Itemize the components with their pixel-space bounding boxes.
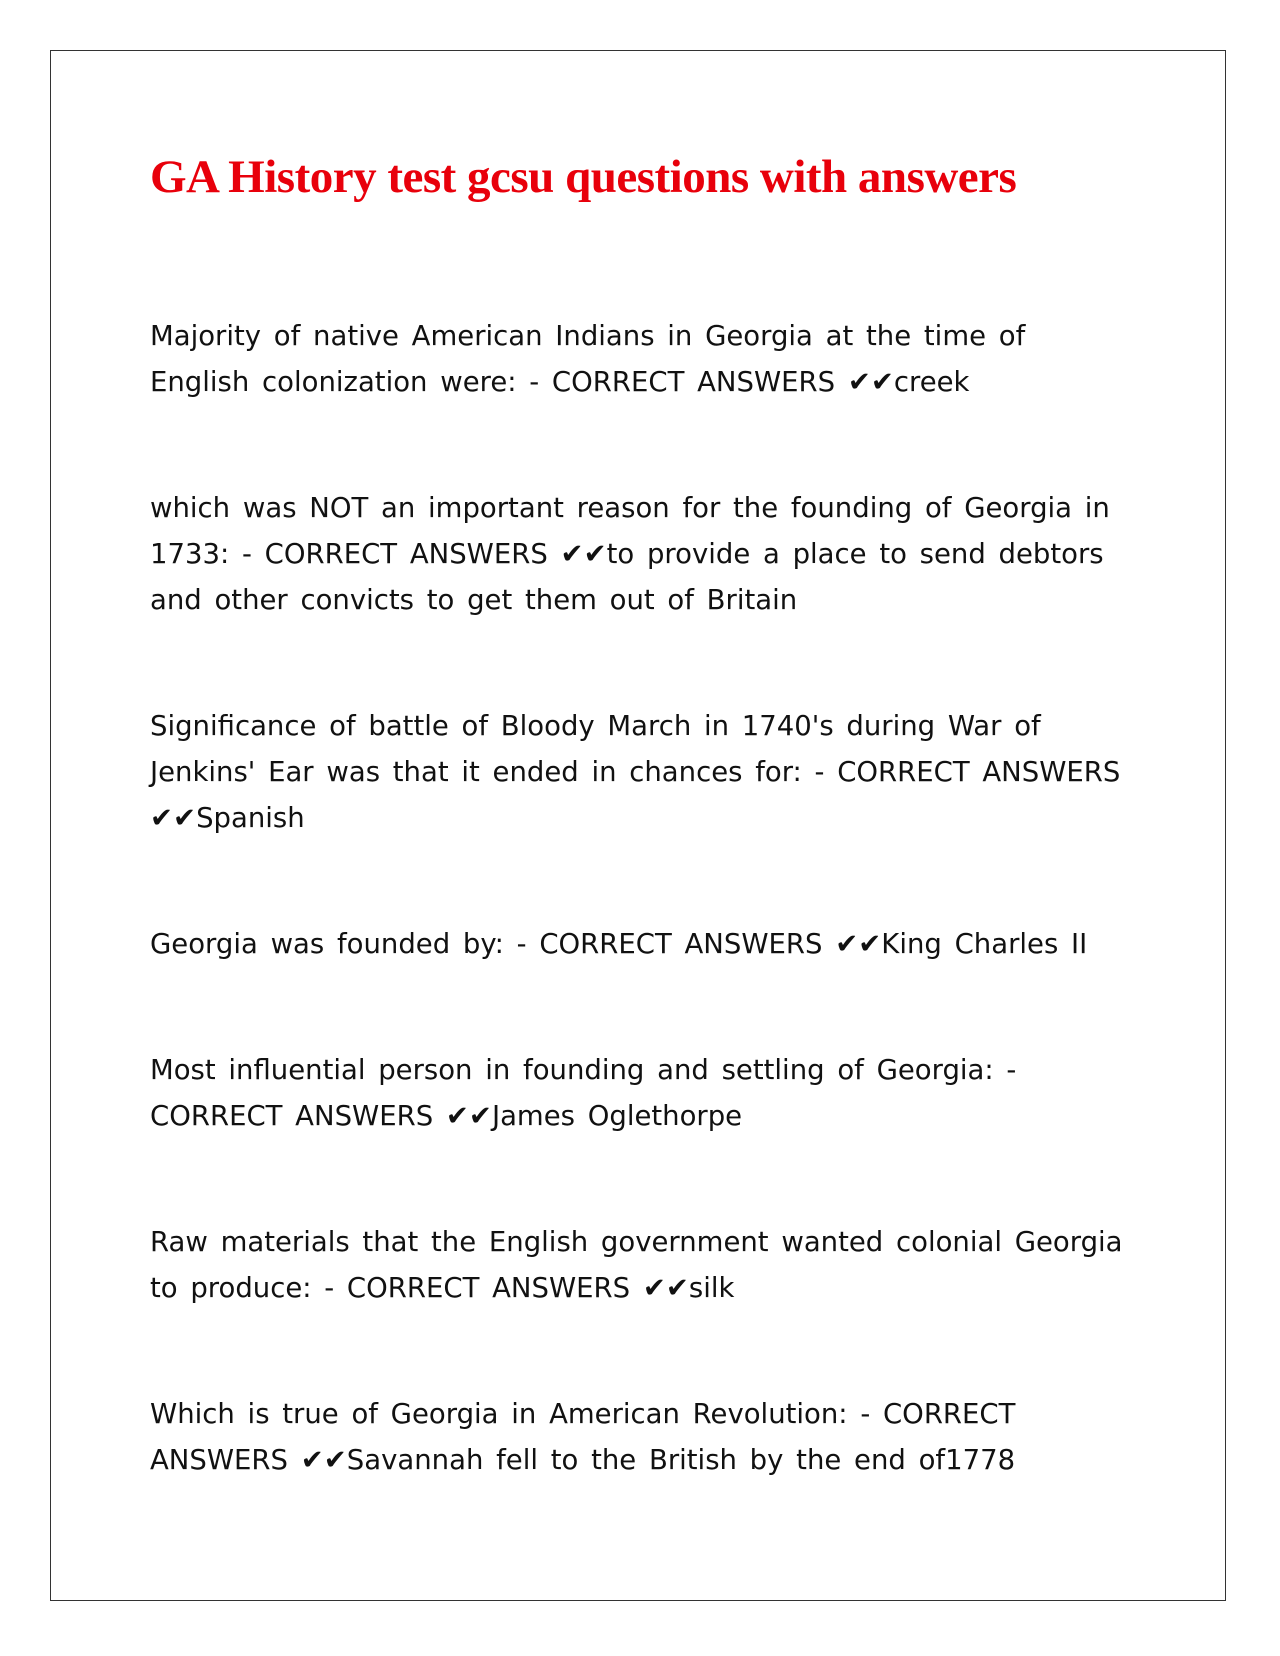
qa-entry-3: Significance of battle of Bloody March in 1740's during War of Jenkins' Ear was that it ended in chances for: - CORRECT ANSWERS ✔✔Spanish (150, 710, 1121, 834)
qa-entry-1: Majority of native American Indians in Georgia at the time of English colonization were: - CORRECT ANSWERS ✔✔creek (150, 320, 1026, 398)
qa-entry-4: Georgia was founded by: - CORRECT ANSWERS ✔✔King Charles II (150, 928, 1088, 960)
qa-list (150, 313, 1130, 1483)
qa-entry-7: Which is true of Georgia in American Revolution: - CORRECT ANSWERS ✔✔Savannah fell to the British by the end of1778 (150, 1398, 1016, 1476)
document-title: GA History test gcsu questions with answers (150, 151, 1017, 203)
qa-entry-2: which was NOT an important reason for the founding of Georgia in 1733: - CORRECT ANSWERS ✔✔to provide a place to send debtors and other convicts to get them out of Britain (150, 492, 1110, 616)
qa-entry-6: Raw materials that the English government wanted colonial Georgia to produce: - CORRECT ANSWERS ✔✔silk (150, 1226, 1123, 1304)
qa-entry-5: Most influential person in founding and settling of Georgia: - CORRECT ANSWERS ✔✔James Oglethorpe (150, 1054, 1017, 1132)
